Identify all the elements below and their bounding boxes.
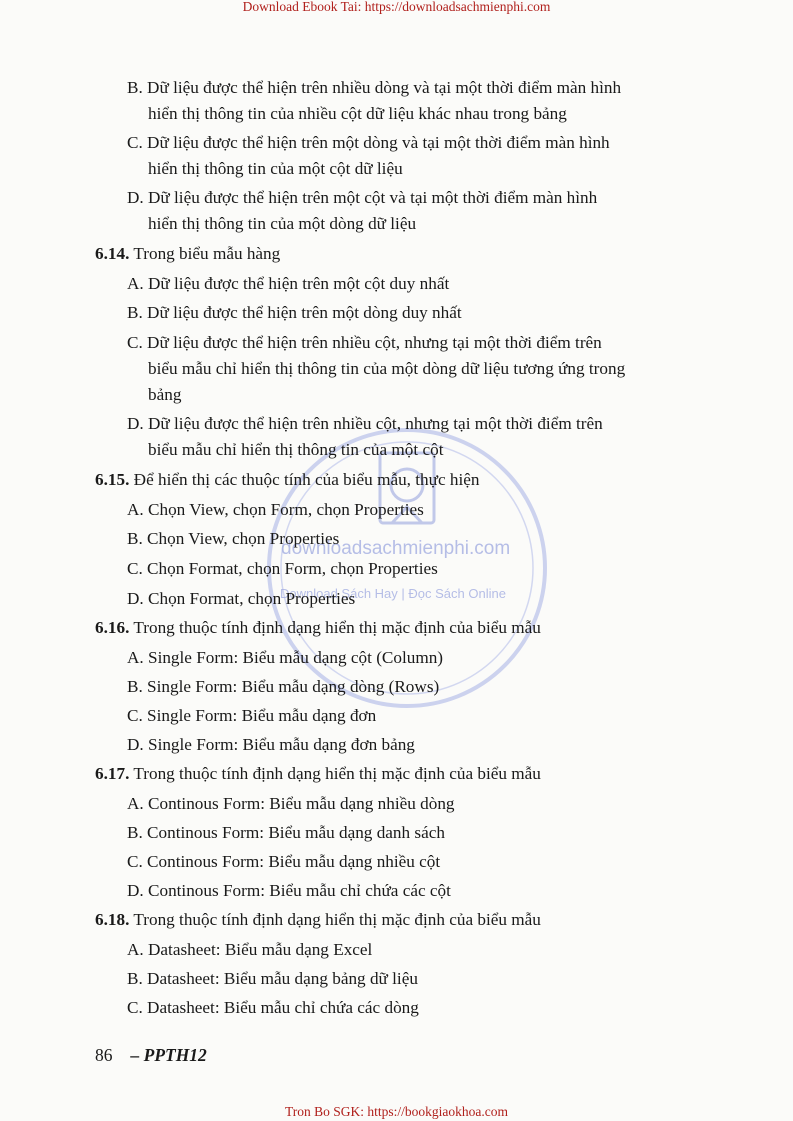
footer-sgk-link[interactable]: Tron Bo SGK: https://bookgiaokhoa.com: [284, 1104, 508, 1119]
line-12: bảng: [148, 385, 182, 404]
line-3: C. Dữ liệu được thể hiện trên một dòng và tại một thời điểm màn hình: [127, 133, 610, 152]
page-footer: [95, 1045, 207, 1066]
line-31: A. Datasheet: Biểu mẫu dạng Excel: [127, 940, 373, 959]
watermark-site: downloadsachmienphi.com: [281, 538, 511, 559]
line-17: B. Chọn View, chọn Properties: [127, 529, 340, 548]
book-title: – PPTH12: [130, 1045, 207, 1065]
line-29: D. Continous Form: Biểu mẫu chỉ chứa các cột: [127, 881, 451, 900]
line-5: D. Dữ liệu được thể hiện trên một cột và tại một thời điểm màn hình: [127, 188, 598, 207]
line-24: D. Single Form: Biểu mẫu dạng đơn bảng: [127, 735, 415, 754]
line-21: A. Single Form: Biểu mẫu dạng cột (Column): [127, 648, 444, 667]
question-6-14: 6.14. Trong biểu mẫu hàng: [95, 244, 281, 263]
line-9: B. Dữ liệu được thể hiện trên một dòng duy nhất: [127, 303, 462, 322]
line-4: hiển thị thông tin của một cột dữ liệu: [148, 159, 403, 178]
line-28: C. Continous Form: Biểu mẫu dạng nhiều cột: [127, 852, 441, 871]
question-6-18: 6.18. Trong thuộc tính định dạng hiển thị mặc định của biểu mẫu: [95, 910, 541, 929]
line-1: B. Dữ liệu được thể hiện trên nhiều dòng và tại một thời điểm màn hình: [127, 78, 622, 97]
question-6-16: 6.16. Trong thuộc tính định dạng hiển thị mặc định của biểu mẫu: [95, 618, 541, 637]
line-26: A. Continous Form: Biểu mẫu dạng nhiều dòng: [127, 794, 455, 813]
line-10: C. Dữ liệu được thể hiện trên nhiều cột, nhưng tại một thời điểm trên: [127, 333, 602, 352]
line-14: biểu mẫu chỉ hiển thị thông tin của một cột: [148, 440, 444, 459]
line-33: C. Datasheet: Biểu mẫu chỉ chứa các dòng: [127, 998, 419, 1017]
line-27: B. Continous Form: Biểu mẫu dạng danh sách: [127, 823, 445, 842]
line-19: D. Chọn Format, chọn Properties: [127, 589, 356, 608]
line-2: hiển thị thông tin của nhiều cột dữ liệu khác nhau trong bảng: [148, 104, 567, 123]
line-32: B. Datasheet: Biểu mẫu dạng bảng dữ liệu: [127, 969, 418, 988]
line-18: C. Chọn Format, chọn Form, chọn Properties: [127, 559, 438, 578]
line-11: biểu mẫu chỉ hiển thị thông tin của một dòng dữ liệu tương ứng trong: [148, 359, 626, 378]
watermark-tagline: Download Sách Hay | Đọc Sách Online: [280, 586, 506, 601]
line-23: C. Single Form: Biểu mẫu dạng đơn: [127, 706, 377, 725]
line-8: A. Dữ liệu được thể hiện trên một cột duy nhất: [127, 274, 450, 293]
question-6-15: 6.15. Để hiển thị các thuộc tính của biểu mẫu, thực hiện: [95, 470, 480, 489]
header-download-link[interactable]: Download Ebook Tai: https://downloadsachmienphi.com: [242, 0, 551, 14]
page-number: 86: [95, 1045, 113, 1065]
question-6-17: 6.17. Trong thuộc tính định dạng hiển thị mặc định của biểu mẫu: [95, 764, 541, 783]
line-16: A. Chọn View, chọn Form, chọn Properties: [127, 500, 424, 519]
line-13: D. Dữ liệu được thể hiện trên nhiều cột, nhưng tại một thời điểm trên: [127, 414, 603, 433]
line-6: hiển thị thông tin của một dòng dữ liệu: [148, 214, 417, 233]
line-22: B. Single Form: Biểu mẫu dạng dòng (Rows): [127, 677, 440, 696]
